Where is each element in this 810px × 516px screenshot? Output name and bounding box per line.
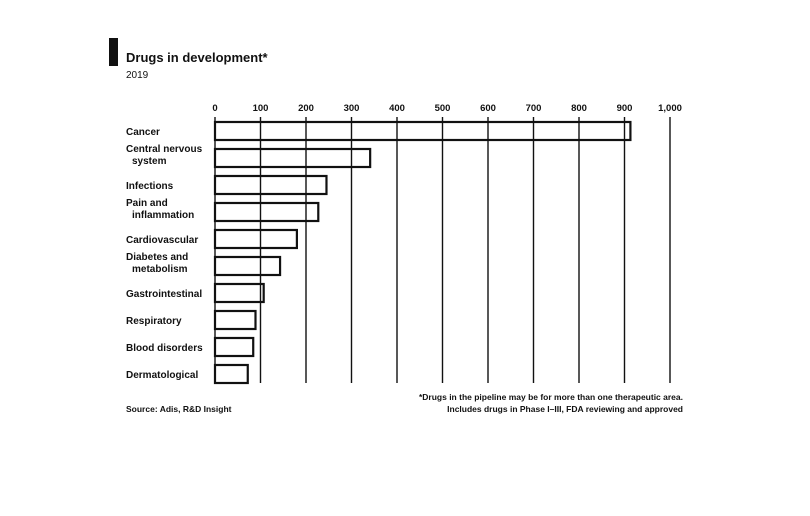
category-label: Infections [126, 181, 174, 192]
bar [215, 311, 255, 329]
bar [215, 257, 280, 275]
bars [215, 122, 630, 383]
category-label: Cancer [126, 127, 160, 138]
x-tick-label: 0 [212, 103, 218, 114]
footnote-line-2: Includes drugs in Phase I–III, FDA reviewing and approved [447, 404, 683, 414]
category-label: Gastrointestinal [126, 289, 203, 300]
bar [215, 338, 253, 356]
x-tick-label: 300 [343, 103, 360, 114]
category-label: Diabetes and metabolism [126, 252, 189, 275]
x-axis-ticks [212, 103, 682, 114]
bar [215, 365, 248, 383]
x-tick-label: 600 [480, 103, 496, 114]
category-label: Central nervous system [126, 144, 203, 167]
x-tick-label: 200 [298, 103, 314, 114]
bar [215, 284, 264, 302]
x-tick-label: 1,000 [658, 103, 682, 114]
source-note: Source: Adis, R&D Insight [126, 404, 232, 414]
category-label: Respiratory [126, 316, 182, 327]
x-tick-label: 500 [434, 103, 451, 114]
bar [215, 203, 318, 221]
category-label: Pain and inflammation [126, 198, 195, 221]
bar [215, 149, 370, 167]
category-labels [126, 127, 203, 381]
bar [215, 230, 297, 248]
title-marker [109, 38, 118, 66]
chart-subtitle: 2019 [126, 70, 149, 81]
x-tick-label: 400 [389, 103, 405, 114]
category-label: Dermatological [126, 370, 199, 381]
category-label: Blood disorders [126, 343, 203, 354]
x-tick-label: 900 [616, 103, 633, 114]
x-tick-label: 700 [525, 103, 542, 114]
bar [215, 176, 326, 194]
footnote-line-1: *Drugs in the pipeline may be for more than one therapeutic area. [418, 392, 683, 402]
x-tick-label: 100 [252, 103, 269, 114]
bar [215, 122, 630, 140]
x-tick-label: 800 [571, 103, 587, 114]
chart-title: Drugs in development* [126, 50, 268, 65]
category-label: Cardiovascular [126, 235, 199, 246]
